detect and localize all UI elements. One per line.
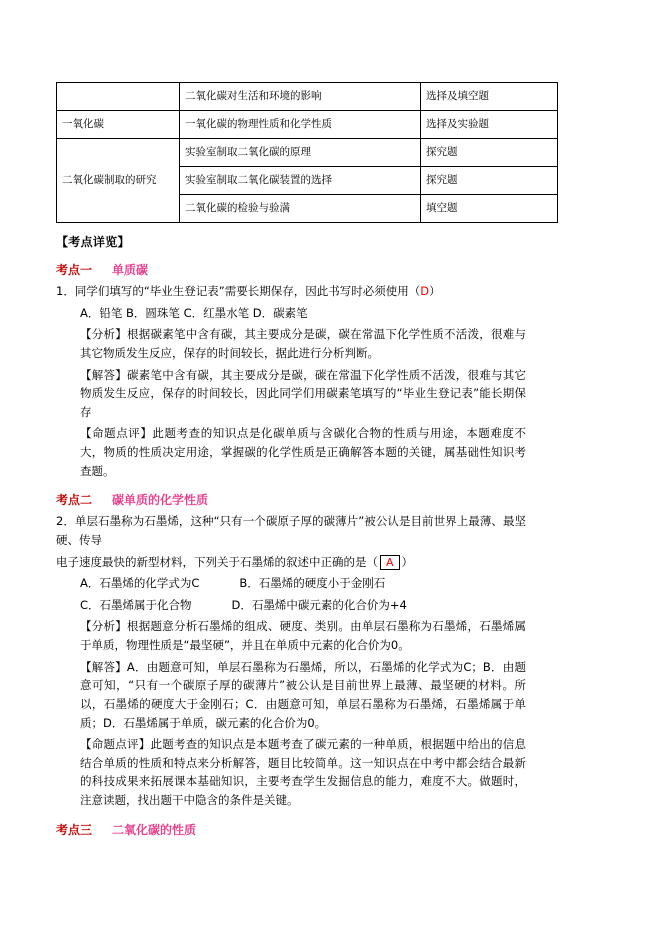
question-1-comment: 【命题点评】此题考查的知识点是化碳单质与含碳化合物的性质与用途，本题难度不大，物质的性质决定用途，掌握碳的化学性质是正确解答本题的关键，属基础性知识考查题。	[80, 426, 526, 478]
question-1-options: A．铅笔 B．圆珠笔 C．红墨水笔 D．碳素笔	[80, 305, 308, 320]
table-cell-topic: 二氧化碳对生活和环境的影响	[180, 83, 421, 111]
question-2-options-ab	[56, 574, 526, 593]
kaodian-heading-2	[56, 491, 526, 508]
question-2-analysis: 【分析】根据题意分析石墨烯的组成、硬度、类别。由单层石墨称为石墨烯，石墨烯属于单质，物理性质是“最坚硬”，并且在单质中元素的化合价为0。	[80, 619, 526, 652]
kaodian-heading-3	[56, 821, 526, 838]
option-a: A．石墨烯的化学式为C	[80, 576, 200, 591]
table-cell-topic: 实验室制取二氧化碳的原理	[180, 139, 421, 167]
table-cell-type: 选择及实验题	[421, 111, 558, 139]
kaodian-title: 二氧化碳的性质	[112, 822, 197, 837]
table-cell-topic: 二氧化碳的检验与验满	[180, 195, 421, 223]
option-c: C．石墨烯属于化合物	[80, 597, 192, 612]
table-row	[57, 111, 558, 139]
kaodian-label: 考点二	[56, 493, 93, 508]
question-2-tail: ）	[401, 554, 414, 569]
question-2-options-cd	[56, 596, 526, 615]
question-1-answer-text: 【解答】碳素笔中含有碳，其主要成分是碳，碳在常温下化学性质不活泼，很难与其它物质发生反应，保存的时间较长，因此同学们用碳素笔填写的“毕业生登记表”能长期保存	[80, 367, 526, 419]
table-cell-type: 探究题	[421, 139, 558, 167]
question-1-analysis: 【分析】根据碳素笔中含有碳，其主要成分是碳，碳在常温下化学性质不活泼，很难与其它物质发生反应，保存的时间较长，据此进行分析判断。	[80, 327, 526, 360]
table-row	[57, 83, 558, 111]
question-2-answer: A	[380, 555, 400, 570]
question-2-comment: 【命题点评】此题考查的知识点是本题考查了碳元素的一种单质，根据题中给出的信息结合单质的性质和特点来分析解答，题目比较简单。这一知识点在中考中都会结合最新的科技成果来拓展课本基础知识，主要考查学生发掘信息的能力，难度不大。做题时，注意读题，找出题干中隐含的条件是关键。	[80, 737, 526, 807]
question-1-text: 1．同学们填写的“毕业生登记表”需要长期保存，因此书写时必须使用（	[56, 284, 421, 298]
kaodian-heading-1	[56, 261, 526, 278]
question-2-stem-line1: 2．单层石墨称为石墨烯，这种“只有一个碳原子厚的碳薄片”被公认是目前世界上最薄、最坚硬、传导	[56, 514, 526, 547]
question-1-tail: ）	[429, 284, 441, 298]
option-d: D．石墨烯中碳元素的化合价为+4	[231, 597, 407, 612]
kaodian-title: 碳单质的化学性质	[112, 493, 209, 508]
table-cell-type: 填空题	[421, 195, 558, 223]
section-heading: 【考点详览】	[56, 235, 130, 249]
question-1-answer: D	[420, 284, 430, 298]
question-2-text: 电子速度最快的新型材料，下列关于石墨烯的叙述中正确的是（	[56, 554, 378, 569]
topic-table	[56, 82, 558, 223]
kaodian-title: 单质碳	[112, 263, 149, 277]
kaodian-label: 考点一	[56, 263, 93, 277]
table-row	[57, 139, 558, 167]
question-2-stem-line2	[56, 553, 526, 572]
question-1-stem	[56, 282, 526, 301]
document-content	[56, 82, 526, 842]
table-cell-type: 探究题	[421, 167, 558, 195]
table-cell-type: 选择及填空题	[421, 83, 558, 111]
table-cell-topic: 实验室制取二氧化碳装置的选择	[180, 167, 421, 195]
question-2-answer-text: 【解答】A．由题意可知，单层石墨称为石墨烯，所以，石墨烯的化学式为C；B．由题意可知，“只有一个碳原子厚的碳薄片”被公认是目前世界上最薄、最坚硬的材料。所以，石墨烯的硬度大于金刚石；C．由题意可知，单层石墨称为石墨烯，石墨烯属于单质；D．石墨烯属于单质，碳元素的化合价为0。	[80, 659, 526, 730]
kaodian-label: 考点三	[56, 822, 93, 837]
table-cell-category: 一氧化碳	[57, 111, 180, 139]
table-cell-topic: 一氧化碳的物理性质和化学性质	[180, 111, 421, 139]
table-cell-category	[57, 83, 180, 111]
option-b: B．石墨烯的硬度小于金刚石	[239, 576, 386, 591]
table-cell-category: 二氧化碳制取的研究	[57, 139, 180, 223]
